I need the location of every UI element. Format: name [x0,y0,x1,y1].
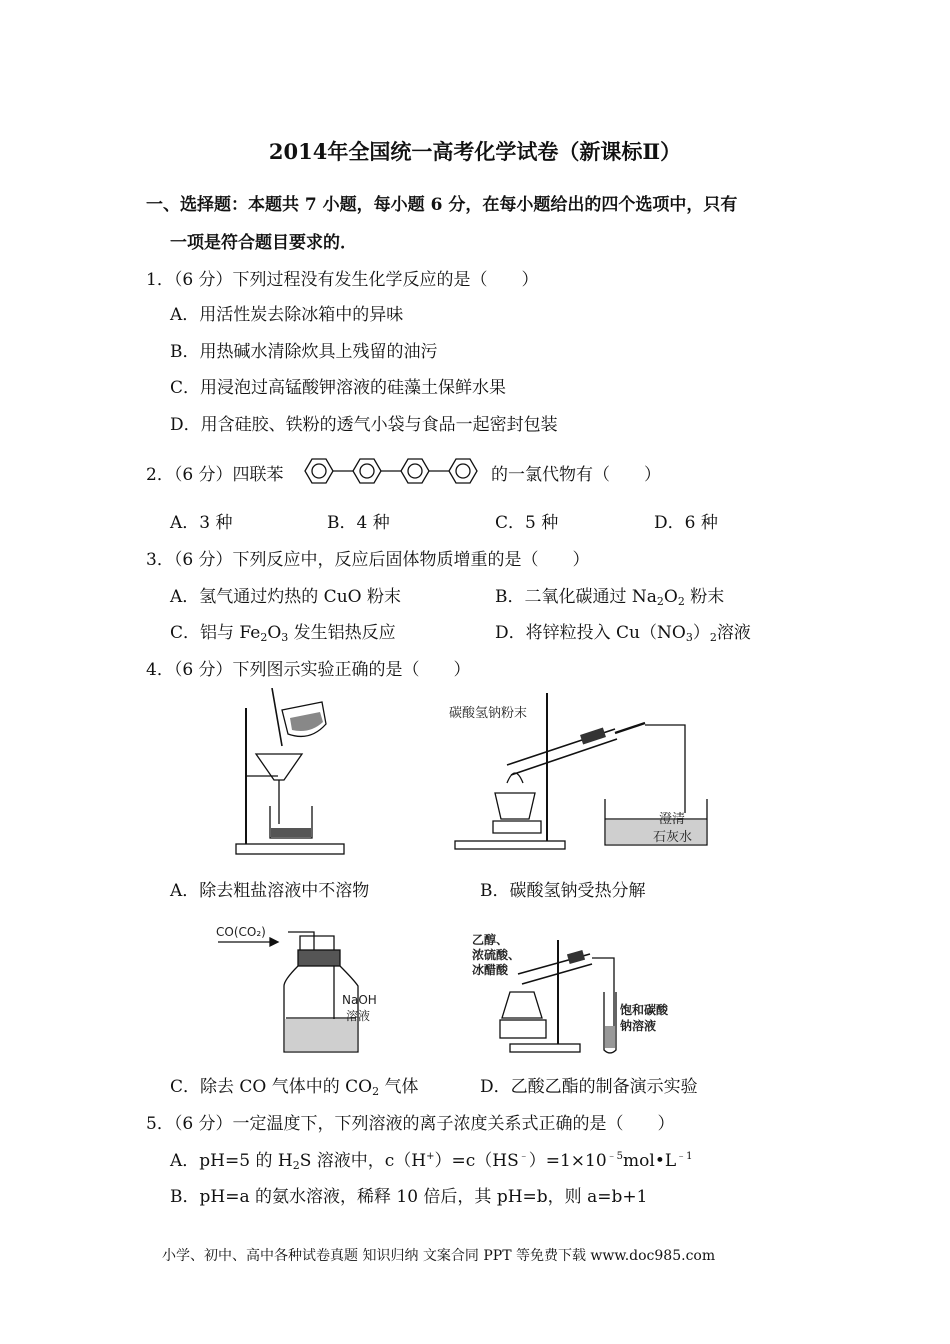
question-3-option-b: B．二氧化碳通过 $Na_2O_2$ 粉末 [495,587,725,608]
quaterphenyl-structure [297,443,493,499]
stand-base [236,844,344,854]
figure-c-label-naoh: NaOH [342,993,377,1007]
benzene-ring-4 [449,459,477,483]
figure-d-label-ethanol: 乙醇、 [472,933,509,947]
benzene-ring-2 [353,459,381,483]
stopper [298,950,340,966]
section-heading-line2: 一项是符合题目要求的． [170,233,357,253]
question-3-option-d: D．将锌粒投入 $Cu(NO_3)_2$溶液 [495,623,751,644]
alcohol-lamp [495,793,535,819]
glass-rod [272,688,282,746]
figure-b-label-clear: 澄清 [659,812,686,827]
figure-c-gas-washing [214,924,394,1056]
question-2-option-d: D．6 种 [654,513,718,533]
figure-d-label-solution: 钠溶液 [620,1019,657,1033]
inlet-tube [300,936,334,950]
question-3-stem: 3．（6 分）下列反应中，反应后固体物质增重的是（ ） [146,550,590,570]
question-3-option-c: C．铝与 $Fe_2O_3$ 发生铝热反应 [170,623,396,644]
question-5-option-b: B．pH=a 的氨水溶液，稀释 10 倍后，其 pH=b，则 a=b+1 [170,1187,648,1207]
question-1-option-d: D．用含硅胶、铁粉的透气小袋与食品一起密封包装 [170,415,558,435]
question-4-option-b: B．碳酸氢钠受热分解 [480,881,646,901]
question-4-option-c: C．除去 CO 气体中的 $CO_2$ 气体 [170,1077,419,1098]
figure-c-label-gas: CO(CO₂) [216,925,266,939]
page-title: 2014年全国统一高考化学试卷（新课标Ⅱ） [268,139,682,164]
question-4-option-d: D．乙酸乙酯的制备演示实验 [480,1077,698,1097]
delivery-tube [645,725,685,813]
question-3-option-a: A．氢气通过灼热的 CuO 粉末 [170,587,401,607]
figure-d-label-acetic: 冰醋酸 [472,963,509,977]
question-5-stem: 5．（6 分）一定温度下，下列溶液的离子浓度关系式正确的是（ ） [146,1114,675,1134]
page-footer: 小学、初中、高中各种试卷真题 知识归纳 文案合同 PPT 等免费下载 www.doc985.com [162,1248,716,1264]
figure-b-label-powder: 碳酸氢钠粉末 [449,706,528,721]
figure-b-label-limewater: 石灰水 [653,830,693,845]
question-2-option-b: B．4 种 [327,513,390,533]
question-5-option-a: A．pH=5 的 $H_2S$ 溶液中，$c(H^+)=c(HS^﹣)=1\times 10^{﹣5}mol•L^{﹣1}$ [170,1151,693,1172]
figure-c-label-solution: 溶液 [346,1009,371,1023]
stand-base [510,1044,580,1052]
figure-a-filtration [230,688,348,860]
outlet-tube [288,932,314,950]
section-heading-line1: 一、选择题：本题共 7 小题，每小题 6 分，在每小题给出的四个选项中，只有 [146,195,738,215]
question-2-stem-start: 2．（6 分）四联苯 [146,465,284,485]
flame [507,773,523,783]
question-1-option-a: A．用活性炭去除冰箱中的异味 [170,305,404,325]
alcohol-lamp [502,992,542,1018]
stand-base [455,841,565,849]
figure-d-label-sulfuric: 浓硫酸、 [472,948,521,962]
figure-b-decomposition [445,693,710,859]
figure-d-label-sodium-carbonate: 饱和碳酸 [620,1003,669,1017]
question-2-option-c: C．5 种 [495,513,559,533]
benzene-ring-1 [305,459,333,483]
question-1-option-b: B．用热碱水清除炊具上残留的油污 [170,342,438,362]
question-2-stem-end: 的一氯代物有（ ） [491,465,661,485]
question-1-option-c: C．用浸泡过高锰酸钾溶液的硅藻土保鲜水果 [170,378,507,398]
question-4-stem: 4．（6 分）下列图示实验正确的是（ ） [146,660,471,680]
question-2-option-a: A．3 种 [170,513,233,533]
figure-d-esterification [470,928,680,1056]
benzene-ring-3 [401,459,429,483]
question-1-stem: 1．（6 分）下列过程没有发生化学反应的是（ ） [146,270,539,290]
question-4-option-a: A．除去粗盐溶液中不溶物 [170,881,370,901]
